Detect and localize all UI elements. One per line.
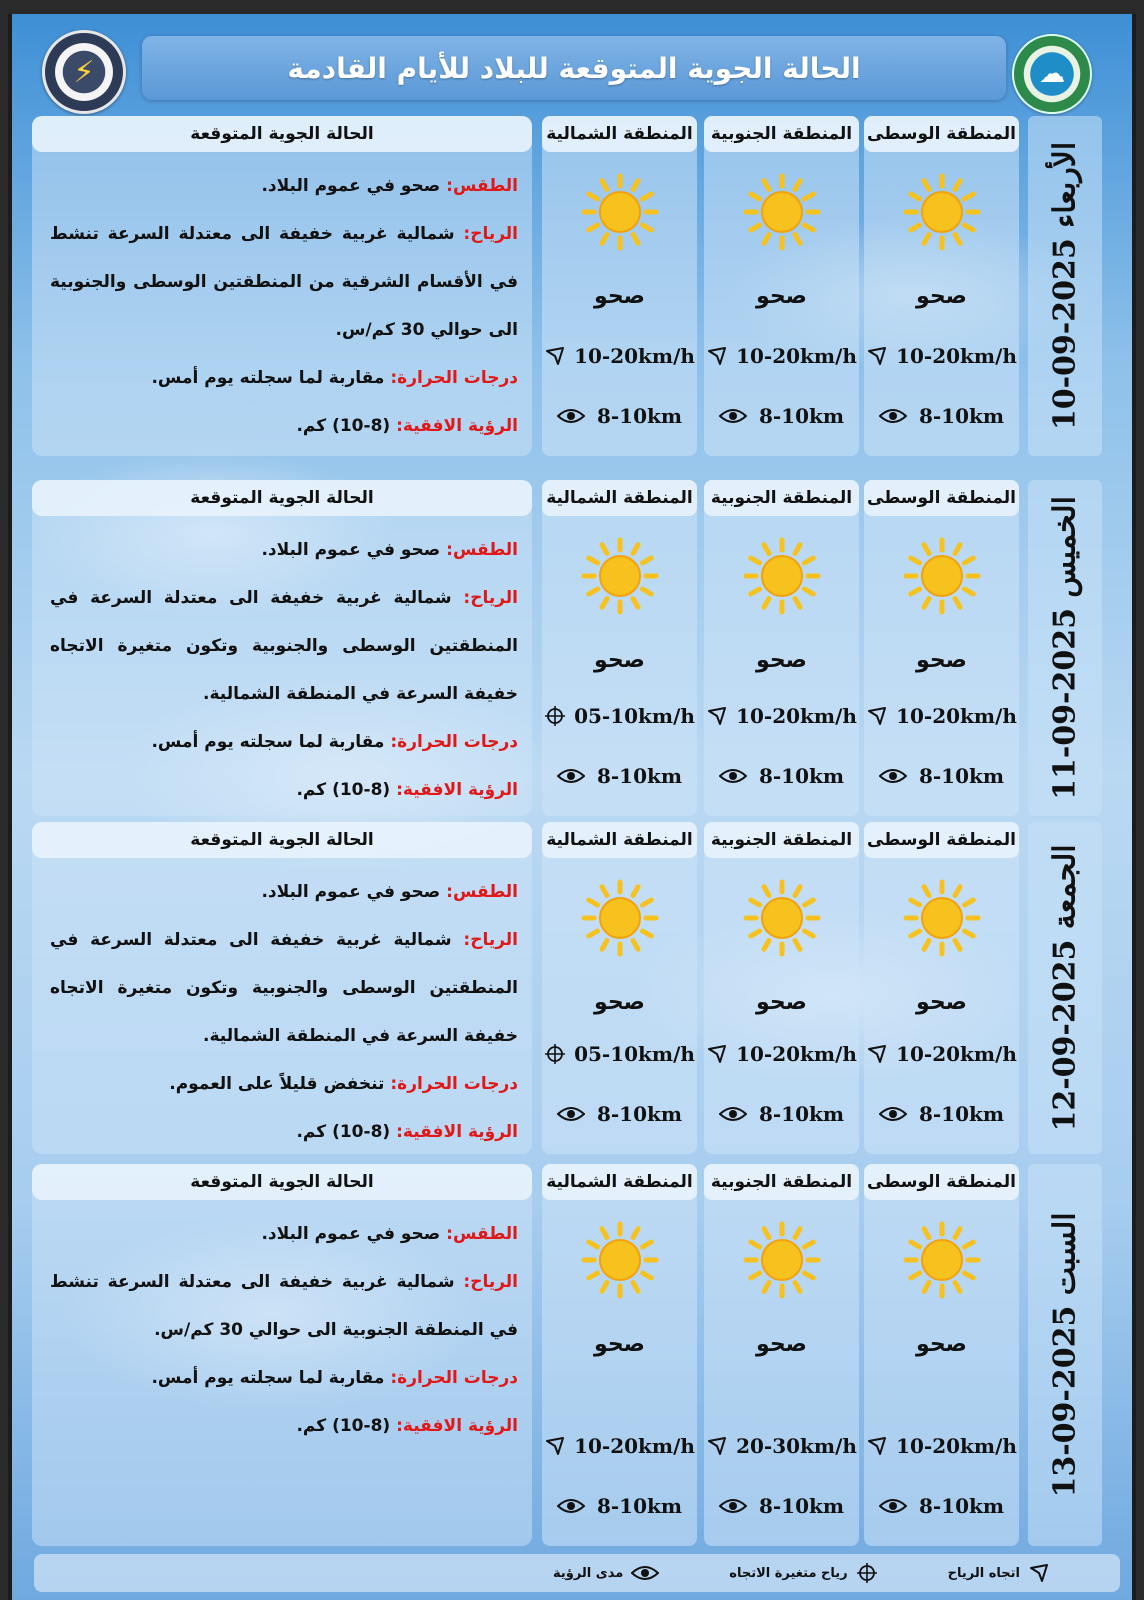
visibility-line bbox=[50, 1402, 518, 1450]
date-box bbox=[1028, 116, 1102, 456]
date-box bbox=[1028, 822, 1102, 1154]
eye-icon bbox=[879, 1106, 907, 1122]
visibility-value: 8-10km bbox=[758, 1494, 845, 1518]
temperature-label: درجات الحرارة: bbox=[390, 1368, 518, 1388]
forecast-title: الحالة الجوية المتوقعة bbox=[32, 822, 532, 858]
page-title: الحالة الجوية المتوقعة للبلاد للأيام القادمة bbox=[287, 51, 861, 85]
forecast-body bbox=[50, 1210, 518, 1450]
region-name: المنطقة الجنوبية bbox=[704, 116, 859, 152]
wind-speed: 05-10km/h bbox=[574, 704, 695, 728]
page-header bbox=[142, 36, 1006, 100]
wind-direction-icon bbox=[866, 1435, 888, 1457]
wind-label: الرياح: bbox=[463, 224, 518, 244]
eye-icon bbox=[879, 1498, 907, 1514]
region-name: المنطقة الوسطى bbox=[864, 1164, 1019, 1200]
region-card-northern bbox=[542, 480, 697, 816]
meteorology-department-logo: ⚡ bbox=[42, 30, 126, 114]
temperature-line bbox=[50, 354, 518, 402]
wind-speed: 10-20km/h bbox=[736, 1042, 857, 1066]
wind-row bbox=[704, 704, 859, 728]
weather-condition: صحو bbox=[756, 648, 807, 673]
sun-icon bbox=[742, 1220, 822, 1300]
wind-direction-icon bbox=[544, 345, 566, 367]
wind-direction-icon bbox=[866, 1043, 888, 1065]
region-name: المنطقة الجنوبية bbox=[704, 480, 859, 516]
legend-wind-direction bbox=[948, 1562, 1050, 1584]
visibility-row bbox=[704, 404, 859, 428]
wind-text: شمالية غربية خفيفة الى معتدلة السرعة في المنطقتين الوسطى والجنوبية وتكون متغيرة الاتجاه خفيفة السرعة في المنطقة الشمالية. bbox=[50, 588, 518, 704]
visibility-value: 8-10km bbox=[596, 404, 683, 428]
temperature-label: درجات الحرارة: bbox=[390, 368, 518, 388]
wind-speed: 10-20km/h bbox=[736, 344, 857, 368]
wind-text: شمالية غربية خفيفة الى معتدلة السرعة تنشط في المنطقة الجنوبية الى حوالي 30 كم/س. bbox=[50, 1272, 518, 1340]
wind-direction-icon bbox=[866, 705, 888, 727]
visibility-label: الرؤية الافقية: bbox=[396, 1122, 518, 1142]
wind-text: شمالية غربية خفيفة الى معتدلة السرعة في المنطقتين الوسطى والجنوبية وتكون متغيرة الاتجاه خفيفة السرعة في المنطقة الشمالية. bbox=[50, 930, 518, 1046]
visibility-line bbox=[50, 1108, 518, 1156]
wind-line bbox=[50, 574, 518, 718]
wind-row bbox=[542, 1434, 697, 1458]
region-name: المنطقة الوسطى bbox=[864, 116, 1019, 152]
weather-condition: صحو bbox=[756, 1332, 807, 1357]
visibility-row bbox=[864, 404, 1019, 428]
sun-icon bbox=[902, 172, 982, 252]
legend-variable-wind-label: رياح متغيرة الاتجاه bbox=[729, 1565, 848, 1581]
visibility-row bbox=[864, 1102, 1019, 1126]
weather-text: صحو في عموم البلاد. bbox=[261, 176, 447, 196]
temperature-line bbox=[50, 1060, 518, 1108]
sun-icon bbox=[742, 878, 822, 958]
day-block bbox=[12, 822, 1136, 1154]
visibility-row bbox=[542, 764, 697, 788]
wind-row bbox=[864, 1434, 1019, 1458]
visibility-value: 8-10km bbox=[596, 1102, 683, 1126]
variable-wind-icon bbox=[544, 1043, 566, 1065]
sun-icon bbox=[580, 172, 660, 252]
forecast-title: الحالة الجوية المتوقعة bbox=[32, 1164, 532, 1200]
wind-label: الرياح: bbox=[463, 588, 518, 608]
region-card-southern bbox=[704, 480, 859, 816]
weather-condition: صحو bbox=[594, 284, 645, 309]
wind-speed: 05-10km/h bbox=[574, 1042, 695, 1066]
visibility-text: (8-10) كم. bbox=[296, 780, 397, 800]
visibility-row bbox=[542, 404, 697, 428]
eye-icon bbox=[719, 1498, 747, 1514]
visibility-row bbox=[704, 1102, 859, 1126]
sun-icon bbox=[742, 536, 822, 616]
wind-speed: 20-30km/h bbox=[736, 1434, 857, 1458]
region-name: المنطقة الشمالية bbox=[542, 116, 697, 152]
weather-label: الطقس: bbox=[446, 1224, 518, 1244]
region-card-central bbox=[864, 116, 1019, 456]
legend-variable-wind bbox=[729, 1562, 877, 1584]
wind-direction-icon bbox=[866, 345, 888, 367]
visibility-label: الرؤية الافقية: bbox=[396, 780, 518, 800]
wind-row bbox=[704, 344, 859, 368]
variable-wind-icon bbox=[544, 705, 566, 727]
wind-label: الرياح: bbox=[463, 930, 518, 950]
region-card-southern bbox=[704, 822, 859, 1154]
region-name: المنطقة الشمالية bbox=[542, 1164, 697, 1200]
forecast-description bbox=[32, 1164, 532, 1546]
temperature-label: درجات الحرارة: bbox=[390, 732, 518, 752]
visibility-value: 8-10km bbox=[596, 1494, 683, 1518]
temperature-label: درجات الحرارة: bbox=[390, 1074, 518, 1094]
wind-speed: 10-20km/h bbox=[574, 344, 695, 368]
region-card-northern bbox=[542, 822, 697, 1154]
temperature-line bbox=[50, 718, 518, 766]
region-name: المنطقة الشمالية bbox=[542, 480, 697, 516]
weather-condition: صحو bbox=[594, 990, 645, 1015]
weather-text: صحو في عموم البلاد. bbox=[261, 882, 447, 902]
forecast-description bbox=[32, 822, 532, 1154]
visibility-value: 8-10km bbox=[758, 1102, 845, 1126]
date-box bbox=[1028, 1164, 1102, 1546]
visibility-row bbox=[864, 764, 1019, 788]
wind-direction-icon bbox=[706, 345, 728, 367]
temperature-text: مقاربة لما سجلته يوم أمس. bbox=[151, 732, 391, 752]
organization-logo: ☁ bbox=[1012, 34, 1092, 114]
wind-line bbox=[50, 1258, 518, 1354]
weather-condition: صحو bbox=[916, 990, 967, 1015]
visibility-text: (8-10) كم. bbox=[296, 1416, 397, 1436]
legend bbox=[34, 1554, 1120, 1592]
visibility-row bbox=[542, 1494, 697, 1518]
temperature-line bbox=[50, 1354, 518, 1402]
wind-direction-icon bbox=[706, 1043, 728, 1065]
weather-line bbox=[50, 526, 518, 574]
eye-icon bbox=[557, 1106, 585, 1122]
weather-condition: صحو bbox=[916, 284, 967, 309]
forecast-page bbox=[8, 14, 1136, 1600]
visibility-label: الرؤية الافقية: bbox=[396, 1416, 518, 1436]
visibility-row bbox=[704, 1494, 859, 1518]
day-date: السبت 2025-09-13 bbox=[1047, 1212, 1083, 1498]
visibility-value: 8-10km bbox=[758, 404, 845, 428]
weather-label: الطقس: bbox=[446, 540, 518, 560]
legend-wind-direction-label: اتجاه الرياح bbox=[947, 1565, 1020, 1581]
sun-icon bbox=[742, 172, 822, 252]
wind-direction-icon bbox=[706, 705, 728, 727]
forecast-title: الحالة الجوية المتوقعة bbox=[32, 116, 532, 152]
day-date: الخميس 2025-09-11 bbox=[1047, 496, 1083, 800]
visibility-row bbox=[542, 1102, 697, 1126]
region-card-central bbox=[864, 822, 1019, 1154]
variable-wind-icon bbox=[856, 1562, 878, 1584]
wind-row bbox=[864, 344, 1019, 368]
legend-visibility-label: مدى الرؤية bbox=[552, 1565, 624, 1581]
temperature-text: تنخفض قليلاً على العموم. bbox=[169, 1074, 391, 1094]
forecast-body bbox=[50, 526, 518, 814]
weather-condition: صحو bbox=[594, 648, 645, 673]
wind-speed: 10-20km/h bbox=[574, 1434, 695, 1458]
weather-text: صحو في عموم البلاد. bbox=[261, 540, 447, 560]
day-block bbox=[12, 116, 1136, 456]
visibility-value: 8-10km bbox=[918, 764, 1005, 788]
temperature-text: مقاربة لما سجلته يوم أمس. bbox=[151, 1368, 391, 1388]
region-name: المنطقة الشمالية bbox=[542, 822, 697, 858]
visibility-line bbox=[50, 402, 518, 450]
visibility-value: 8-10km bbox=[918, 1102, 1005, 1126]
wind-row bbox=[864, 704, 1019, 728]
visibility-line bbox=[50, 766, 518, 814]
wind-speed: 10-20km/h bbox=[896, 1434, 1017, 1458]
eye-icon bbox=[879, 408, 907, 424]
visibility-value: 8-10km bbox=[596, 764, 683, 788]
wind-direction-icon bbox=[706, 1435, 728, 1457]
forecast-description bbox=[32, 116, 532, 456]
region-card-central bbox=[864, 480, 1019, 816]
region-card-southern bbox=[704, 116, 859, 456]
forecast-body bbox=[50, 868, 518, 1156]
wind-direction-icon bbox=[1028, 1562, 1050, 1584]
wind-line bbox=[50, 210, 518, 354]
wind-row bbox=[704, 1042, 859, 1066]
wind-row bbox=[542, 1042, 697, 1066]
wind-speed: 10-20km/h bbox=[896, 344, 1017, 368]
wind-direction-icon bbox=[544, 1435, 566, 1457]
wind-speed: 10-20km/h bbox=[896, 1042, 1017, 1066]
visibility-text: (8-10) كم. bbox=[296, 1122, 397, 1142]
region-card-southern bbox=[704, 1164, 859, 1546]
visibility-text: (8-10) كم. bbox=[296, 416, 397, 436]
wind-label: الرياح: bbox=[463, 1272, 518, 1292]
region-card-central bbox=[864, 1164, 1019, 1546]
weather-label: الطقس: bbox=[446, 882, 518, 902]
forecast-description bbox=[32, 480, 532, 816]
visibility-value: 8-10km bbox=[758, 764, 845, 788]
region-name: المنطقة الجنوبية bbox=[704, 822, 859, 858]
wind-line bbox=[50, 916, 518, 1060]
eye-icon bbox=[557, 1498, 585, 1514]
sun-icon bbox=[580, 536, 660, 616]
sun-icon bbox=[580, 878, 660, 958]
day-date: الجمعة 2025-09-12 bbox=[1047, 844, 1083, 1132]
eye-icon bbox=[719, 408, 747, 424]
region-name: المنطقة الوسطى bbox=[864, 480, 1019, 516]
date-box bbox=[1028, 480, 1102, 816]
day-date: الأربعاء 2025-09-10 bbox=[1047, 141, 1083, 431]
day-block bbox=[12, 480, 1136, 816]
visibility-label: الرؤية الافقية: bbox=[396, 416, 518, 436]
eye-icon bbox=[557, 768, 585, 784]
weather-text: صحو في عموم البلاد. bbox=[261, 1224, 447, 1244]
weather-line bbox=[50, 162, 518, 210]
weather-condition: صحو bbox=[916, 1332, 967, 1357]
temperature-text: مقاربة لما سجلته يوم أمس. bbox=[151, 368, 391, 388]
eye-icon bbox=[719, 1106, 747, 1122]
sun-icon bbox=[902, 1220, 982, 1300]
legend-visibility bbox=[553, 1565, 659, 1581]
wind-row bbox=[542, 344, 697, 368]
weather-condition: صحو bbox=[756, 990, 807, 1015]
wind-row bbox=[542, 704, 697, 728]
sun-icon bbox=[902, 878, 982, 958]
eye-icon bbox=[719, 768, 747, 784]
weather-line bbox=[50, 1210, 518, 1258]
wind-speed: 10-20km/h bbox=[896, 704, 1017, 728]
weather-condition: صحو bbox=[756, 284, 807, 309]
region-name: المنطقة الوسطى bbox=[864, 822, 1019, 858]
wind-text: شمالية غربية خفيفة الى معتدلة السرعة تنشط في الأقسام الشرقية من المنطقتين الوسطى والجنوبية الى حوالي 30 كم/س. bbox=[50, 224, 518, 340]
eye-icon bbox=[557, 408, 585, 424]
eye-icon bbox=[631, 1565, 659, 1581]
region-name: المنطقة الجنوبية bbox=[704, 1164, 859, 1200]
weather-condition: صحو bbox=[916, 648, 967, 673]
wind-speed: 10-20km/h bbox=[736, 704, 857, 728]
weather-line bbox=[50, 868, 518, 916]
weather-label: الطقس: bbox=[446, 176, 518, 196]
sun-icon bbox=[902, 536, 982, 616]
day-block bbox=[12, 1164, 1136, 1546]
eye-icon bbox=[879, 768, 907, 784]
visibility-row bbox=[864, 1494, 1019, 1518]
region-card-northern bbox=[542, 116, 697, 456]
forecast-title: الحالة الجوية المتوقعة bbox=[32, 480, 532, 516]
visibility-value: 8-10km bbox=[918, 1494, 1005, 1518]
forecast-body bbox=[50, 162, 518, 450]
wind-row bbox=[864, 1042, 1019, 1066]
sun-icon bbox=[580, 1220, 660, 1300]
weather-condition: صحو bbox=[594, 1332, 645, 1357]
region-card-northern bbox=[542, 1164, 697, 1546]
visibility-value: 8-10km bbox=[918, 404, 1005, 428]
visibility-row bbox=[704, 764, 859, 788]
wind-row bbox=[704, 1434, 859, 1458]
